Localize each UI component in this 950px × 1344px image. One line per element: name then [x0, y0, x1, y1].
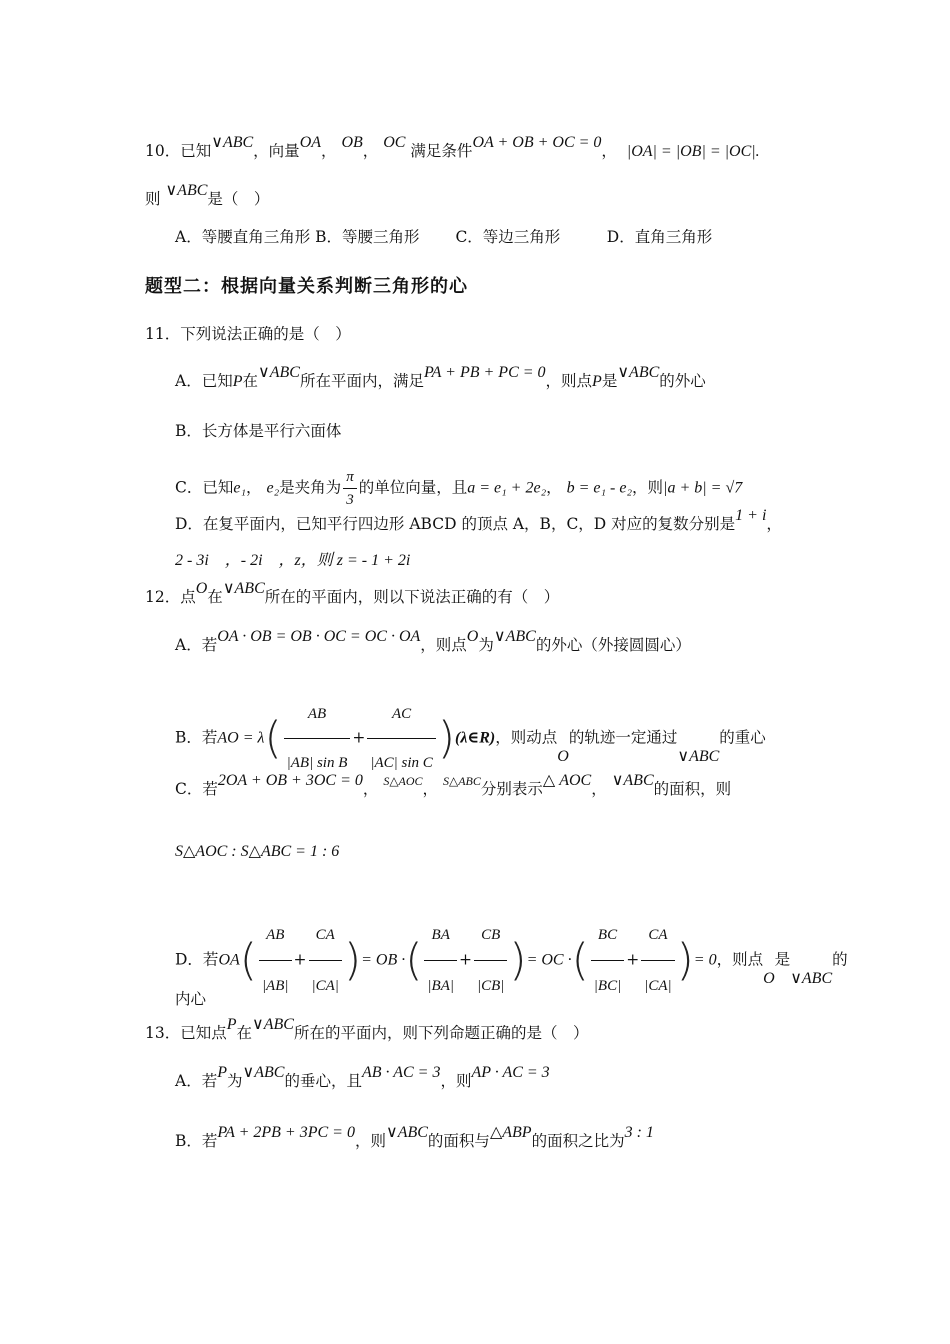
- fraction: [591, 910, 624, 1011]
- q13-option-a: [175, 1064, 550, 1093]
- text: ，则点: [545, 372, 593, 390]
- triangle-abc: ∨ABC: [222, 580, 265, 597]
- fraction: [309, 910, 342, 1011]
- text: ，则: [632, 478, 664, 497]
- fraction-numerator: π: [343, 466, 357, 489]
- text: 为: [478, 636, 494, 654]
- fraction-numerator: AB: [259, 910, 292, 961]
- fraction-denominator: |CA|: [644, 978, 672, 994]
- text: 的单位向量，且: [358, 478, 468, 497]
- fraction: [641, 910, 674, 1011]
- paren-left: (: [264, 712, 282, 764]
- text: A．若: [175, 1072, 218, 1090]
- fraction-denominator: |AB|: [261, 978, 289, 994]
- triangle-abc: ∨ABC: [242, 1064, 285, 1081]
- triangle-abc: ∨ABC: [617, 364, 660, 381]
- triangle-abp: △ABP: [489, 1124, 532, 1141]
- text: 则: [145, 190, 161, 208]
- vector-b-definition: b = e₁ - e₂: [566, 479, 633, 497]
- text: 的垂心，且: [284, 1072, 362, 1090]
- text: 的轨迹一定通过: [568, 728, 678, 747]
- magnitude-result: |a + b| = √7: [663, 479, 743, 497]
- vector-ob: = OB ·: [361, 951, 406, 969]
- text: 所在的平面内，则下列命题正确的是（ ）: [293, 1024, 589, 1042]
- triangle-abc: ∨ABC: [790, 969, 833, 987]
- text: ，则点: [716, 950, 764, 969]
- fraction-ac: [367, 690, 435, 787]
- comma: ，: [601, 142, 617, 160]
- q13-option-b: [175, 1124, 654, 1153]
- fraction-denominator: |CA|: [311, 978, 339, 994]
- text: A．若: [175, 636, 218, 654]
- q11-option-b: B．长方体是平行六面体: [175, 422, 342, 440]
- paren-left: (: [405, 934, 423, 986]
- q12-option-c-ratio: [175, 840, 339, 863]
- text: C．已知: [175, 478, 234, 497]
- fraction-denominator: |BC|: [593, 978, 622, 994]
- equals-zero: = 0: [693, 951, 717, 969]
- vector-oa: OA: [218, 951, 240, 969]
- paren-right: ): [676, 934, 694, 986]
- q11-option-d-line2: [175, 549, 410, 572]
- area-ratio: S△AOC : S△ABC = 1 : 6: [175, 843, 340, 860]
- fraction-numerator: BC: [591, 910, 624, 961]
- fraction-numerator: CA: [309, 910, 342, 961]
- triangle-abc: ∨ABC: [611, 772, 654, 789]
- text: 在: [207, 588, 223, 606]
- text: 的面积之比为: [531, 1132, 625, 1150]
- vector-oc: OC: [383, 134, 406, 151]
- vector-equation: PA + 2PB + 3PC = 0: [217, 1124, 355, 1141]
- text: ，则: [440, 1072, 472, 1090]
- comma: ，: [546, 478, 562, 497]
- area-abc: S△ABC: [443, 774, 481, 788]
- text: ，则: [354, 1132, 386, 1150]
- text: ，则点: [420, 636, 467, 654]
- text: B．若: [175, 1132, 218, 1150]
- fraction-pi-over-3: [343, 466, 357, 511]
- text: 所在平面内，满足: [299, 372, 424, 390]
- q10-line1: [145, 134, 760, 163]
- q11-option-a: [175, 364, 706, 393]
- dot-product-equation: OA · OB = OB · OC = OC · OA: [217, 628, 421, 645]
- fraction-numerator: BA: [424, 910, 457, 961]
- fraction-denominator: |CB|: [476, 978, 505, 994]
- triangle-abc: ∨ABC: [385, 1124, 428, 1141]
- vector-equation: 2OA + OB + 3OC = 0: [217, 772, 363, 789]
- text: D．若: [175, 950, 219, 969]
- text: 12．点: [145, 588, 196, 606]
- magnitude-condition: |OA| = |OB| = |OC|.: [626, 143, 760, 160]
- triangle-abc: ∨ABC: [493, 628, 536, 645]
- q10-options: [175, 226, 712, 248]
- text: 是（ ）: [207, 190, 270, 208]
- fraction-numerator: AB: [284, 690, 351, 739]
- vector-e1: e₁: [233, 479, 247, 497]
- vector-oa: OA: [299, 134, 322, 151]
- vector-oc: = OC ·: [526, 951, 572, 969]
- comma: ，: [362, 142, 379, 160]
- q12-stem: [145, 580, 560, 609]
- text: ，向量: [253, 142, 300, 160]
- text: 是: [601, 372, 618, 390]
- point-p: P: [226, 1016, 237, 1033]
- complex-numbers: 2 - 3i ，- 2i ，z，则 z = - 1 + 2i: [175, 552, 411, 569]
- area-ratio: 3 : 1: [624, 1124, 654, 1141]
- dot-product-condition: AB · AC = 3: [361, 1064, 441, 1081]
- fraction-numerator: CB: [474, 910, 507, 961]
- comma: ，: [766, 515, 782, 533]
- fraction-numerator: AC: [367, 690, 435, 739]
- triangle-abc: ∨ABC: [252, 1016, 294, 1033]
- text: 满足条件: [410, 142, 473, 160]
- point-p: P: [232, 373, 243, 390]
- point-o: O: [557, 747, 569, 765]
- text: 分别表示: [480, 780, 543, 798]
- point-o: O: [195, 580, 208, 597]
- q12-option-d: D．若OA( $\frac{AB}{|AB|}$ + $\frac{CA}{|CA|}$ )= OB ·( $\frac{BA}{|BA|}$ + $\frac{CB}{|CB|}$ )= OC ·( $\frac{BC}{|BC|}$ + $\frac{CA}{|CA|}$ )= 0，则点O是∨ABC的: [175, 910, 848, 1011]
- vector-ao-lambda: AO = λ: [217, 729, 265, 747]
- q12-option-b: B．若AO = λ( $\frac{AB}{\text{|AB| sin B}}$ + $\frac{AC}{\text{|AC| sin C}}$ )(λ∈R)，则动点O的轨迹一定通过∨ABC的重心: [175, 690, 766, 787]
- paren-right: ): [509, 934, 527, 986]
- q12-option-a: [175, 628, 691, 657]
- triangle-aoc: △ AOC: [542, 772, 592, 789]
- q10-line2: [145, 182, 270, 211]
- dot-product-result: AP · AC = 3: [471, 1064, 550, 1081]
- q12-option-c: [175, 772, 732, 801]
- q11-stem: 11．下列说法正确的是（ ）: [145, 325, 351, 343]
- fraction-denominator: |BA|: [427, 978, 454, 994]
- fraction: [259, 910, 292, 1011]
- text: 的面积，则: [653, 780, 732, 798]
- comma: ，: [362, 780, 379, 798]
- text: 在: [236, 1024, 253, 1042]
- fraction-denominator: |AB| sin B: [286, 755, 348, 771]
- comma: ，: [321, 142, 337, 160]
- vector-e2: e₂: [266, 479, 280, 497]
- q10-number: 10．已知: [145, 142, 212, 160]
- triangle-abc: ∨ABC: [258, 364, 300, 381]
- text: A．已知: [175, 372, 233, 390]
- vector-condition: OA + OB + OC = 0: [472, 134, 602, 151]
- paren-left: (: [571, 934, 589, 986]
- point-p: P: [217, 1064, 227, 1081]
- triangle-abc: ∨ABC: [677, 747, 720, 765]
- vector-sum-equation: PA + PB + PC = 0: [423, 364, 546, 381]
- paren-right: ): [437, 712, 455, 764]
- text: 所在的平面内，则以下说法正确的有（ ）: [264, 588, 560, 606]
- fraction-denominator: 3: [346, 492, 354, 508]
- text: 的: [832, 950, 848, 969]
- text: 的重心: [719, 728, 766, 747]
- text: D．在复平面内，已知平行四边形 ABCD 的顶点 A，B，C，D 对应的复数分别是: [175, 515, 736, 533]
- text: 在: [242, 372, 258, 390]
- lambda-real: (λ∈R): [454, 729, 496, 747]
- section-heading: 题型二：根据向量关系判断三角形的心: [145, 276, 468, 297]
- fraction-numerator: CA: [641, 910, 674, 961]
- text: ，则动点: [495, 728, 558, 747]
- paren-left: (: [239, 934, 257, 986]
- text: 的面积与: [427, 1132, 490, 1150]
- q11-option-d-line1: [175, 507, 782, 536]
- comma: ，: [422, 780, 439, 798]
- text: 的外心（外接圆圆心）: [535, 636, 691, 654]
- area-aoc: S△AOC: [383, 774, 423, 788]
- vector-ob: OB: [341, 134, 363, 151]
- text: 为: [226, 1072, 243, 1090]
- q13-stem: [145, 1016, 589, 1045]
- text: 是夹角为: [279, 478, 342, 497]
- q12-option-d-end: 内心: [175, 990, 207, 1008]
- text: 是: [774, 950, 791, 969]
- vector-a-definition: a = e₁ + 2e₂: [467, 479, 547, 497]
- q10-options-text: A．等腰直角三角形 B．等腰三角形 C．等边三角形 D．直角三角形: [175, 228, 713, 246]
- text: 的外心: [659, 372, 706, 390]
- text: B．若: [175, 728, 218, 747]
- q11-option-c: [175, 466, 742, 511]
- complex-number: 1 + i: [735, 507, 767, 524]
- comma: ，: [246, 478, 262, 497]
- comma: ，: [591, 780, 607, 798]
- point-o: O: [466, 628, 479, 645]
- paren-right: ): [343, 934, 362, 986]
- triangle-abc: ∨ABC: [165, 182, 208, 199]
- triangle-abc: ∨ABC: [211, 134, 254, 151]
- point-o: O: [763, 969, 775, 987]
- fraction: [424, 910, 457, 1011]
- text: 13．已知点: [145, 1024, 227, 1042]
- fraction: [474, 910, 507, 1011]
- point-p: P: [592, 373, 602, 390]
- fraction-denominator: |AC| sin C: [370, 755, 433, 771]
- text: C．若: [175, 780, 218, 798]
